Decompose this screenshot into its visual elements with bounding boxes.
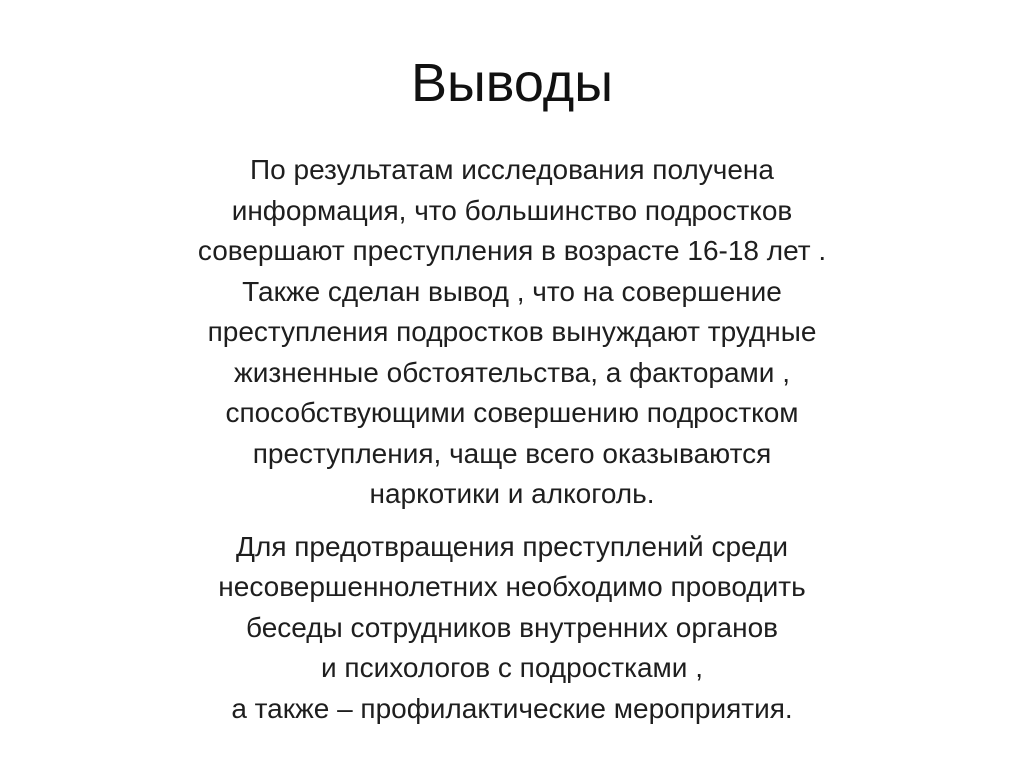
slide-title: Выводы (410, 53, 614, 113)
text-line: Также сделан вывод , что на совершение (242, 275, 782, 307)
text-line: беседы сотрудников внутренних органов (245, 611, 779, 643)
text-line: а также – профилактические мероприятия. (231, 692, 793, 724)
text-line: несовершеннолетних необходимо проводить (218, 571, 806, 602)
text-line: Для предотвращения преступлений среди (236, 530, 788, 562)
text-line: преступления подростков вынуждают трудные (207, 316, 817, 347)
text-line: наркотики и алкоголь. (369, 478, 655, 509)
text-line: По результатам исследования получена (250, 154, 774, 185)
text-line: способствующими совершению подростком (225, 397, 799, 428)
text-line: преступления, чаще всего оказываются (252, 437, 772, 469)
text-line: информация, что большинство подростков (231, 194, 793, 226)
text-line: совершают преступления в возрасте 16-18 лет . (197, 235, 827, 266)
conclusion-paragraph-1 (120, 150, 904, 515)
text-line: и психологов с подростками , (320, 652, 703, 683)
conclusion-paragraph-2 (120, 527, 904, 730)
slide-body (120, 150, 904, 729)
text-line: жизненные обстоятельства, а факторами , (234, 356, 790, 388)
